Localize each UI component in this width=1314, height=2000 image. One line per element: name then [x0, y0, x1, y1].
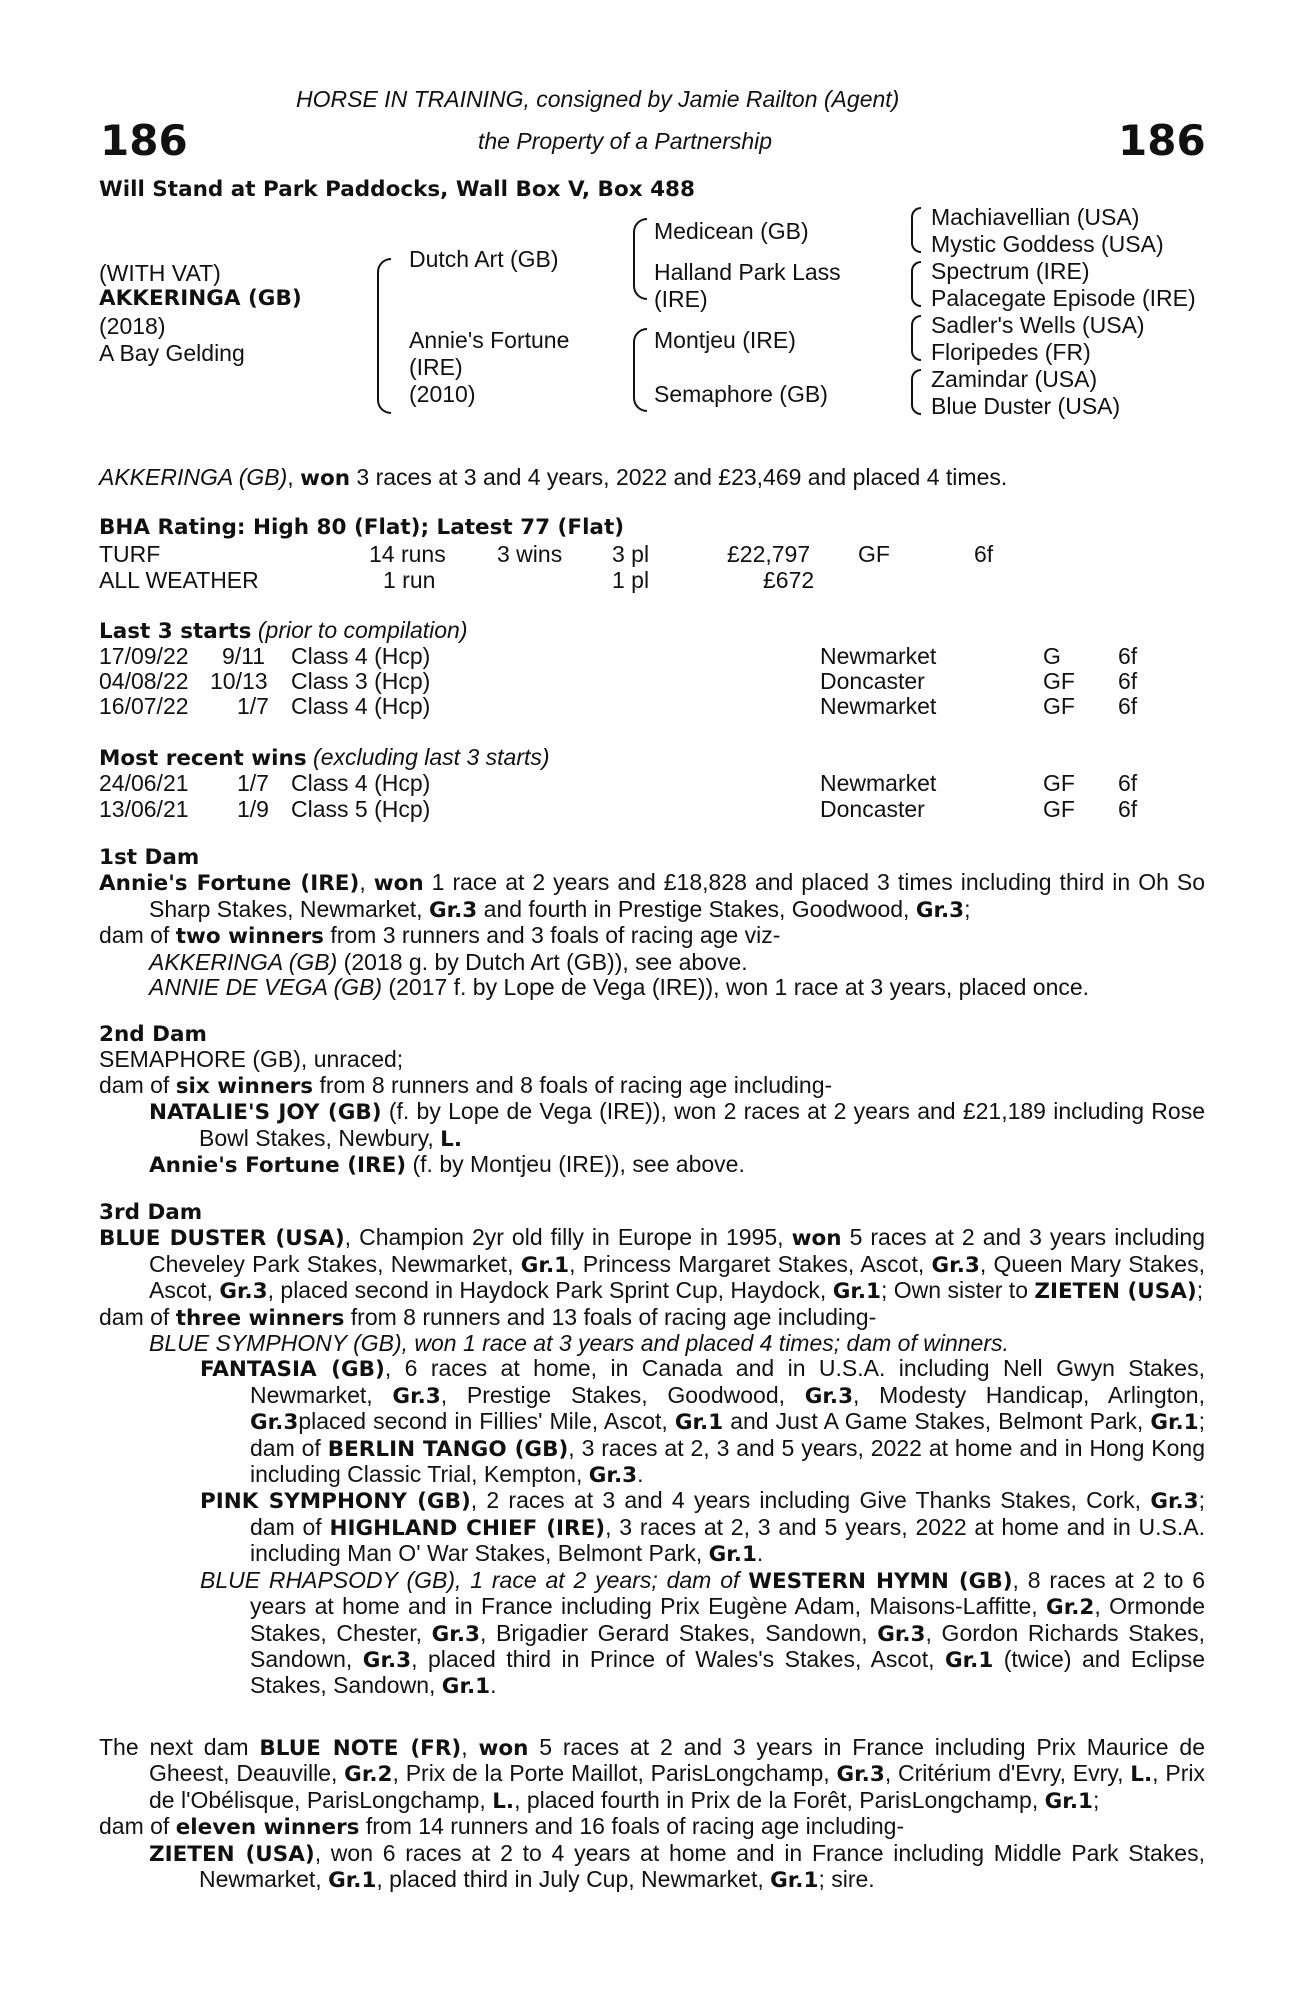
recent-wins-note: (excluding last 3 starts) [313, 744, 550, 770]
property-line: the Property of a Partnership [478, 128, 773, 154]
start-course: Newmarket [820, 643, 937, 669]
summary-won: won [300, 466, 351, 491]
horse-name: AKKERINGA (GB) [99, 286, 302, 311]
third-dam-grand-foal: PINK SYMPHONY (GB), 2 races at 3 and 4 years including Give Thanks Stakes, Cork, Gr.3; dam of HIGHLAND CHIEF (IRE), 3 races at 2, 3 and 5 years, 2022 at home and in U.S.A. including Man O' War Stakes, Belmont Park, Gr.1. [200, 1487, 1206, 1568]
first-dam-produce: dam of two winners from 3 runners and 3 foals of racing age viz- [99, 922, 781, 950]
win-class: Class 5 (Hcp) [291, 796, 431, 822]
start-class: Class 4 (Hcp) [291, 693, 431, 719]
win-going: GF [1043, 770, 1075, 796]
third-dam-produce: dam of three winners from 8 runners and 13 foals of racing age including- [99, 1303, 877, 1331]
start-class: Class 3 (Hcp) [291, 668, 431, 694]
rating-wins: 3 wins [497, 541, 563, 567]
dam-dam-sire: Zamindar (USA) [931, 366, 1098, 392]
start-going: GF [1043, 693, 1075, 719]
second-dam-heading: 2nd Dam [99, 1022, 207, 1047]
rating-prize: £22,797 [727, 541, 811, 567]
rating-distance: 6f [974, 541, 994, 567]
last-starts-heading [99, 617, 468, 645]
rating-prize: £672 [763, 567, 815, 593]
second-dam-section [99, 1022, 1205, 1178]
second-dam-foal: Annie's Fortune (IRE) (f. by Montjeu (IRE)), see above. [149, 1151, 745, 1179]
start-date: 04/08/22 [99, 668, 189, 694]
second-dam-produce: dam of six winners from 8 runners and 8 foals of racing age including- [99, 1071, 833, 1099]
start-class: Class 4 (Hcp) [291, 643, 431, 669]
win-position: 1/9 [237, 796, 269, 822]
start-date: 16/07/22 [99, 693, 189, 719]
rating-going: GF [858, 541, 890, 567]
dam-country: (IRE) [409, 354, 463, 380]
horse-year: (2018) [99, 313, 166, 339]
third-dam-grand-foal: FANTASIA (GB), 6 races at home, in Canada and in U.S.A. including Nell Gwyn Stakes, Newmarket, Gr.3, Prestige Stakes, Goodwood, Gr.3, Modesty Handicap, Arlington, Gr.3placed second in Fillies' Mile, Ascot, Gr.1 and Just A Game Stakes, Belmont Park, Gr.1; dam of BERLIN TANGO (GB), 3 races at 2, 3 and 5 years, 2022 at home and in Hong Kong including Classic Trial, Kempton, Gr.3. [200, 1355, 1206, 1489]
second-dam-record: SEMAPHORE (GB), unraced; [99, 1046, 404, 1073]
last-starts-title: Last 3 starts [99, 619, 252, 644]
start-course: Newmarket [820, 693, 937, 719]
dam-sire-sire: Sadler's Wells (USA) [931, 312, 1145, 338]
win-position: 1/7 [237, 770, 269, 796]
next-dam-section [99, 1735, 1205, 1893]
start-distance: 6f [1118, 693, 1138, 719]
start-going: GF [1043, 668, 1075, 694]
sire-sire-sire: Machiavellian (USA) [931, 204, 1140, 230]
sire-dam-dam: Palacegate Episode (IRE) [931, 285, 1196, 311]
recent-wins-title: Most recent wins [99, 746, 307, 771]
first-dam-record: Annie's Fortune (IRE), won 1 race at 2 years and £18,828 and placed 3 times including third in Oh So Sharp Stakes, Newmarket, Gr.3 and fourth in Prestige Stakes, Goodwood, Gr.3; [99, 869, 1205, 923]
dam-sire: Montjeu (IRE) [654, 327, 796, 353]
third-dam-grand-foal: BLUE RHAPSODY (GB), 1 race at 2 years; dam of WESTERN HYMN (GB), 8 races at 2 to 6 years at home and in France including Prix Eugène Adam, Maisons-Laffitte, Gr.2, Ormonde Stakes, Chester, Gr.3, Brigadier Gerard Stakes, Sandown, Gr.3, Gordon Richards Stakes, Sandown, Gr.3, placed third in Prince of Wales's Stakes, Ascot, Gr.1 (twice) and Eclipse Stakes, Sandown, Gr.1. [200, 1566, 1206, 1700]
win-distance: 6f [1118, 770, 1138, 796]
recent-wins-heading [99, 744, 550, 772]
third-dam-foal: BLUE SYMPHONY (GB), won 1 race at 3 years and placed 4 times; dam of winners. [149, 1330, 1009, 1357]
pedigree-brace [377, 258, 391, 414]
consignor-line: HORSE IN TRAINING, consigned by Jamie Railton (Agent) [296, 86, 900, 112]
pedigree-brace [911, 369, 921, 415]
win-date: 24/06/21 [99, 770, 189, 796]
sire-dam-country: (IRE) [654, 286, 708, 312]
lot-number-right: 186 [1118, 116, 1206, 165]
start-position: 10/13 [210, 668, 268, 694]
sire: Dutch Art (GB) [409, 246, 559, 272]
first-dam-foal: ANNIE DE VEGA (GB) (2017 f. by Lope de Vega (IRE)), won 1 race at 3 years, placed once. [149, 974, 1090, 1001]
pedigree-brace [633, 218, 647, 300]
start-going: G [1043, 643, 1061, 669]
start-date: 17/09/22 [99, 643, 189, 669]
lot-number-left: 186 [100, 116, 188, 165]
dam-dam-dam: Blue Duster (USA) [931, 393, 1121, 419]
win-course: Newmarket [820, 770, 937, 796]
start-position: 1/7 [237, 693, 269, 719]
first-dam-section [99, 845, 1205, 1000]
horse-description: A Bay Gelding [99, 340, 245, 366]
dam: Annie's Fortune [409, 327, 570, 353]
last-starts-note: (prior to compilation) [257, 617, 468, 643]
third-dam-section [99, 1200, 1205, 1700]
start-course: Doncaster [820, 668, 925, 694]
win-course: Doncaster [820, 796, 925, 822]
vat-note: (WITH VAT) [99, 260, 221, 286]
summary-horse-name: AKKERINGA (GB) [99, 464, 288, 490]
rating-placed: 1 pl [612, 567, 650, 593]
next-dam-record: The next dam BLUE NOTE (FR), won 5 races at 2 and 3 years in France including Prix Maurice de Gheest, Deauville, Gr.2, Prix de la Porte Maillot, ParisLongchamp, Gr.3, Critérium d'Evry, Evry, L., Prix de l'Obélisque, ParisLongchamp, L., placed fourth in Prix de la Forêt, ParisLongchamp, Gr.1; [99, 1734, 1205, 1814]
start-distance: 6f [1118, 668, 1138, 694]
dam-sire-dam: Floripedes (FR) [931, 339, 1091, 365]
pedigree-brace [911, 261, 921, 307]
race-summary: AKKERINGA (GB), won 3 races at 3 and 4 years, 2022 and £23,469 and placed 4 times. [99, 464, 1008, 491]
next-dam-foal: ZIETEN (USA), won 6 races at 2 to 4 years at home and in France including Middle Park Stakes, Newmarket, Gr.1, placed third in July Cup, Newmarket, Gr.1; sire. [149, 1839, 1205, 1894]
rating-surface: ALL WEATHER [99, 567, 259, 593]
rating-runs: 14 runs [369, 541, 446, 567]
start-distance: 6f [1118, 643, 1138, 669]
sire-dam: Halland Park Lass [654, 259, 841, 285]
dam-year: (2010) [409, 381, 476, 407]
sire-sire: Medicean (GB) [654, 218, 809, 244]
start-position: 9/11 [222, 643, 266, 669]
second-dam-foal: NATALIE'S JOY (GB) (f. by Lope de Vega (IRE)), won 2 races at 2 years and £21,189 including Rose Bowl Stakes, Newbury, L. [149, 1098, 1205, 1152]
stable-location: Will Stand at Park Paddocks, Wall Box V, Box 488 [99, 177, 695, 202]
pedigree-brace [911, 315, 921, 361]
sire-dam-sire: Spectrum (IRE) [931, 258, 1090, 284]
first-dam-foal: AKKERINGA (GB) (2018 g. by Dutch Art (GB)), see above. [149, 948, 748, 975]
first-dam-heading: 1st Dam [99, 845, 200, 870]
summary-text: 3 races at 3 and 4 years, 2022 and £23,469 and placed 4 times. [350, 464, 1008, 490]
win-date: 13/06/21 [99, 796, 189, 822]
third-dam-record: BLUE DUSTER (USA), Champion 2yr old filly in Europe in 1995, won 5 races at 2 and 3 years including Cheveley Park Stakes, Newmarket, Gr.1, Princess Margaret Stakes, Ascot, Gr.3, Queen Mary Stakes, Ascot, Gr.3, placed second in Haydock Park Sprint Cup, Haydock, Gr.1; Own sister to ZIETEN (USA); [99, 1224, 1205, 1305]
sire-sire-dam: Mystic Goddess (USA) [931, 231, 1164, 257]
win-class: Class 4 (Hcp) [291, 770, 431, 796]
win-going: GF [1043, 796, 1075, 822]
third-dam-heading: 3rd Dam [99, 1200, 203, 1225]
rating-placed: 3 pl [612, 541, 650, 567]
pedigree-brace [633, 328, 647, 412]
rating-surface: TURF [99, 541, 161, 567]
bha-rating-title: BHA Rating: High 80 (Flat); Latest 77 (Flat) [99, 515, 625, 540]
rating-runs: 1 run [383, 567, 436, 593]
dam-dam: Semaphore (GB) [654, 381, 828, 407]
win-distance: 6f [1118, 796, 1138, 822]
pedigree-brace [911, 207, 921, 253]
next-dam-produce: dam of eleven winners from 14 runners and 16 foals of racing age including- [99, 1813, 905, 1841]
